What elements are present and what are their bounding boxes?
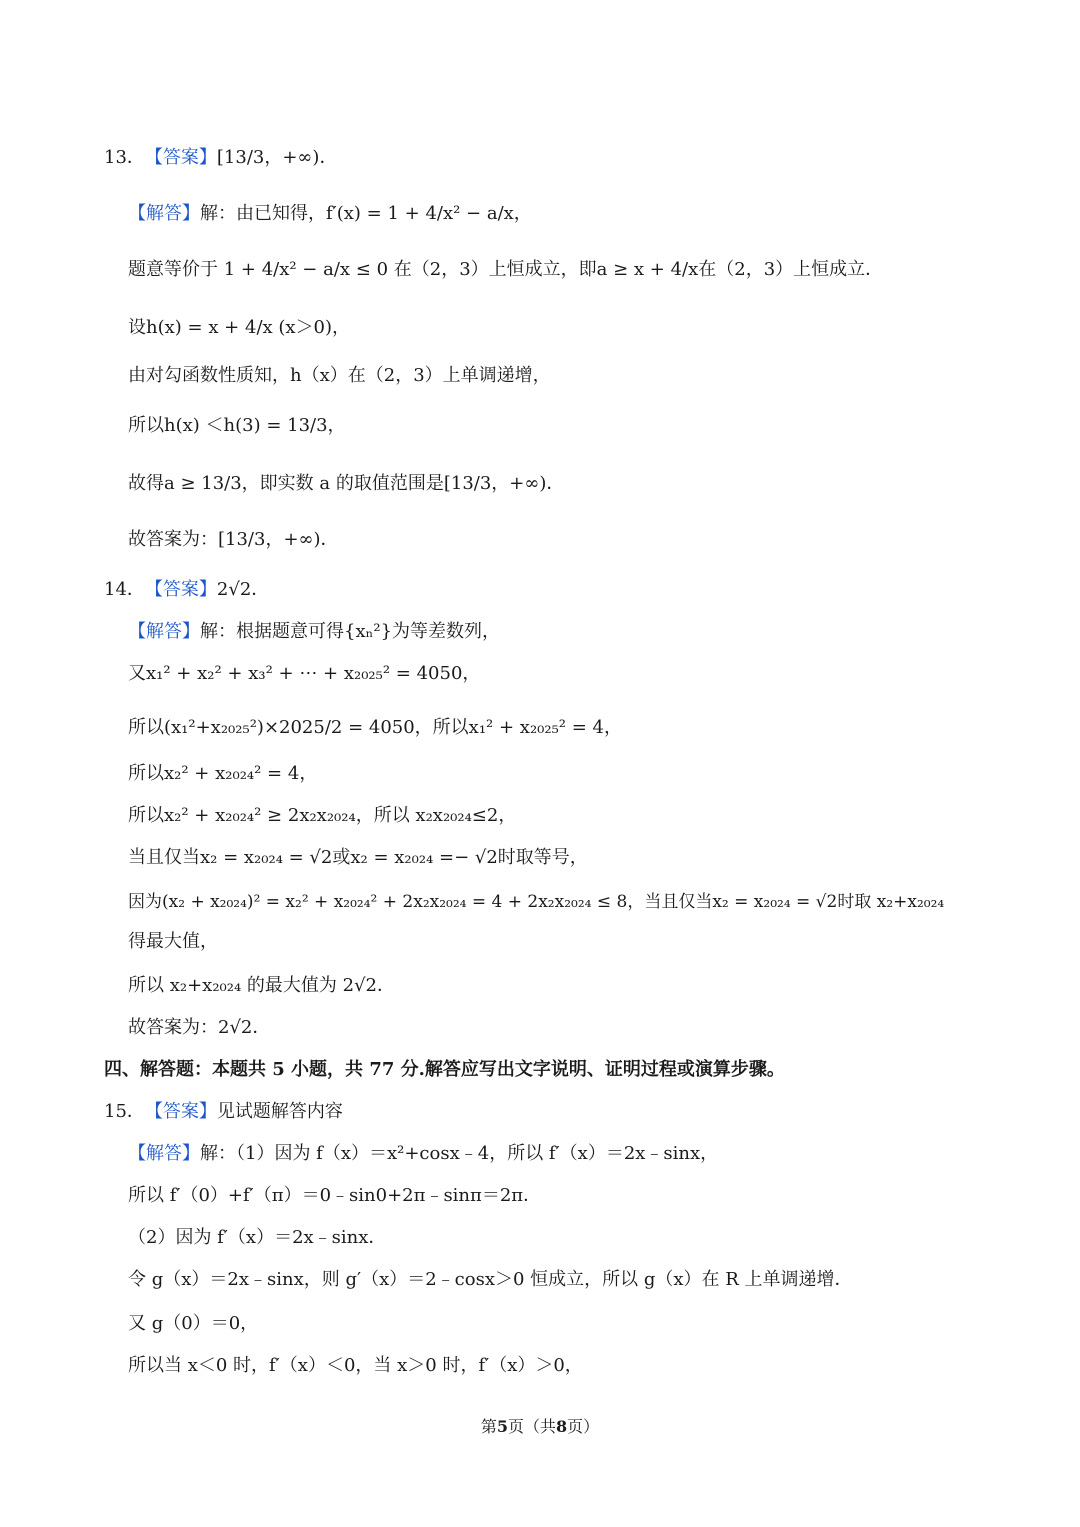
q13-step-5: 所以h(x) ＜h(3) = 13/3， [128,415,346,436]
q13-step-3: 设h(x) = x + 4/x (x＞0)， [128,317,351,338]
footer-suffix: 页） [567,1417,600,1436]
q13-solution-tag: 【解答】 [128,203,200,224]
q15-answer: 见试题解答内容 [216,1101,343,1122]
q14-step-9: 所以 x₂+x₂₀₂₄ 的最大值为 2√2． [128,975,396,996]
q14-solution-line-1 [128,620,500,644]
q15-step-2-line [128,1184,541,1208]
q14-answer: 2√2． [216,579,270,600]
q13-step-4: 由对勾函数性质知，h（x）在（2，3）上单调递增， [128,365,551,386]
q14-step-5: 所以x₂² + x₂₀₂₄² ≥ 2x₂x₂₀₂₄，所以 x₂x₂₀₂₄≤2， [128,805,517,826]
q13-answer-line [104,146,337,170]
q15-step-5: 又 g（0）＝0， [128,1313,259,1334]
q13-step-4-line [128,364,551,388]
q15-number: 15． [104,1101,145,1122]
q14-step-2: 又x₁² + x₂² + x₃² + ⋯ + x₂₀₂₅² = 4050， [128,663,481,684]
footer-total-pages: 8 [556,1417,568,1436]
page-footer [0,1414,1080,1437]
q15-step-3: （2）因为 f′（x）＝2x﹣sinx． [128,1227,387,1248]
q13-step-5-line [128,414,346,438]
section-4-heading-text: 四、解答题：本题共 5 小题，共 77 分.解答应写出文字说明、证明过程或演算步骤。 [104,1059,785,1080]
q14-step-8-line [128,930,218,954]
q14-step-8: 得最大值， [128,931,218,952]
q13-step-2: 题意等价于 1 + 4/x² − a/x ≤ 0 在（2，3）上恒成立，即a ≥ x + 4/x在（2，3）上恒成立． [128,259,884,280]
q15-answer-tag: 【答案】 [144,1101,217,1122]
footer-prefix: 第 [480,1417,497,1436]
q13-step-6-line [128,472,564,496]
q14-step-10: 故答案为：2√2． [128,1017,271,1038]
q13-answer-tag: 【答案】 [144,147,217,168]
q15-step-4-line [128,1268,853,1292]
q15-step-6-line [128,1354,583,1378]
q14-step-6: 当且仅当x₂ = x₂₀₂₄ = √2或x₂ = x₂₀₂₄ =− √2时取等号， [128,847,588,868]
q14-step-7-line [128,890,944,914]
q13-step-2-line [128,258,883,282]
q14-step-4-line [128,762,317,786]
q15-solution-tag: 【解答】 [128,1143,200,1164]
q14-step-3-line [128,716,622,740]
q14-step-2-line [128,662,480,686]
q13-solution-line-1 [128,202,532,226]
q15-step-6: 所以当 x＜0 时，f′（x）＜0，当 x＞0 时，f′（x）＞0， [128,1355,583,1376]
q13-number: 13． [104,147,145,168]
q13-step-1: 解：由已知得，f′(x) = 1 + 4/x² − a/x， [200,203,532,224]
q14-step-5-line [128,804,516,828]
q15-step-2: 所以 f′（0）+f′（π）＝0﹣sin0+2π﹣sinπ＝2π． [128,1185,542,1206]
q13-answer: [13/3，+∞)． [216,147,338,168]
q13-step-3-line [128,316,350,340]
q15-step-3-line [128,1226,386,1250]
q13-step-7-line [128,528,339,552]
q14-step-6-line [128,846,588,870]
q14-step-1: 解：根据题意可得{xₙ²}为等差数列， [200,621,501,642]
footer-page-number: 5 [496,1417,508,1436]
q13-step-7: 故答案为：[13/3，+∞)． [128,529,339,550]
q14-answer-line [104,578,269,602]
q14-step-9-line [128,974,395,998]
q15-answer-line [104,1100,343,1124]
q15-step-1: 解：（1）因为 f（x）＝x²+cosx﹣4，所以 f′（x）＝2x﹣sinx， [200,1143,719,1164]
q14-step-7: 因为(x₂ + x₂₀₂₄)² = x₂² + x₂₀₂₄² + 2x₂x₂₀₂₄ = 4 + 2x₂x₂₀₂₄ ≤ 8，当且仅当x₂ = x₂₀₂₄ = √2时取 x₂+x₂₀₂₄ [128,892,945,912]
q14-step-3: 所以(x₁²+x₂₀₂₅²)×2025/2 = 4050，所以x₁² + x₂₀₂₅² = 4， [128,717,622,738]
q15-solution-line-1 [128,1142,718,1166]
q15-step-4: 令 g（x）＝2x﹣sinx，则 g′（x）＝2﹣cosx＞0 恒成立，所以 g（x）在 R 上单调递增． [128,1269,853,1290]
q14-number: 14． [104,579,145,600]
footer-middle: 页（共 [507,1417,556,1436]
q13-step-6: 故得a ≥ 13/3，即实数 a 的取值范围是[13/3，+∞)． [128,473,565,494]
q14-answer-tag: 【答案】 [144,579,217,600]
q14-step-10-line [128,1016,270,1040]
q15-step-5-line [128,1312,258,1336]
q14-step-4: 所以x₂² + x₂₀₂₄² = 4， [128,763,318,784]
q14-solution-tag: 【解答】 [128,621,200,642]
section-4-heading [104,1058,785,1082]
